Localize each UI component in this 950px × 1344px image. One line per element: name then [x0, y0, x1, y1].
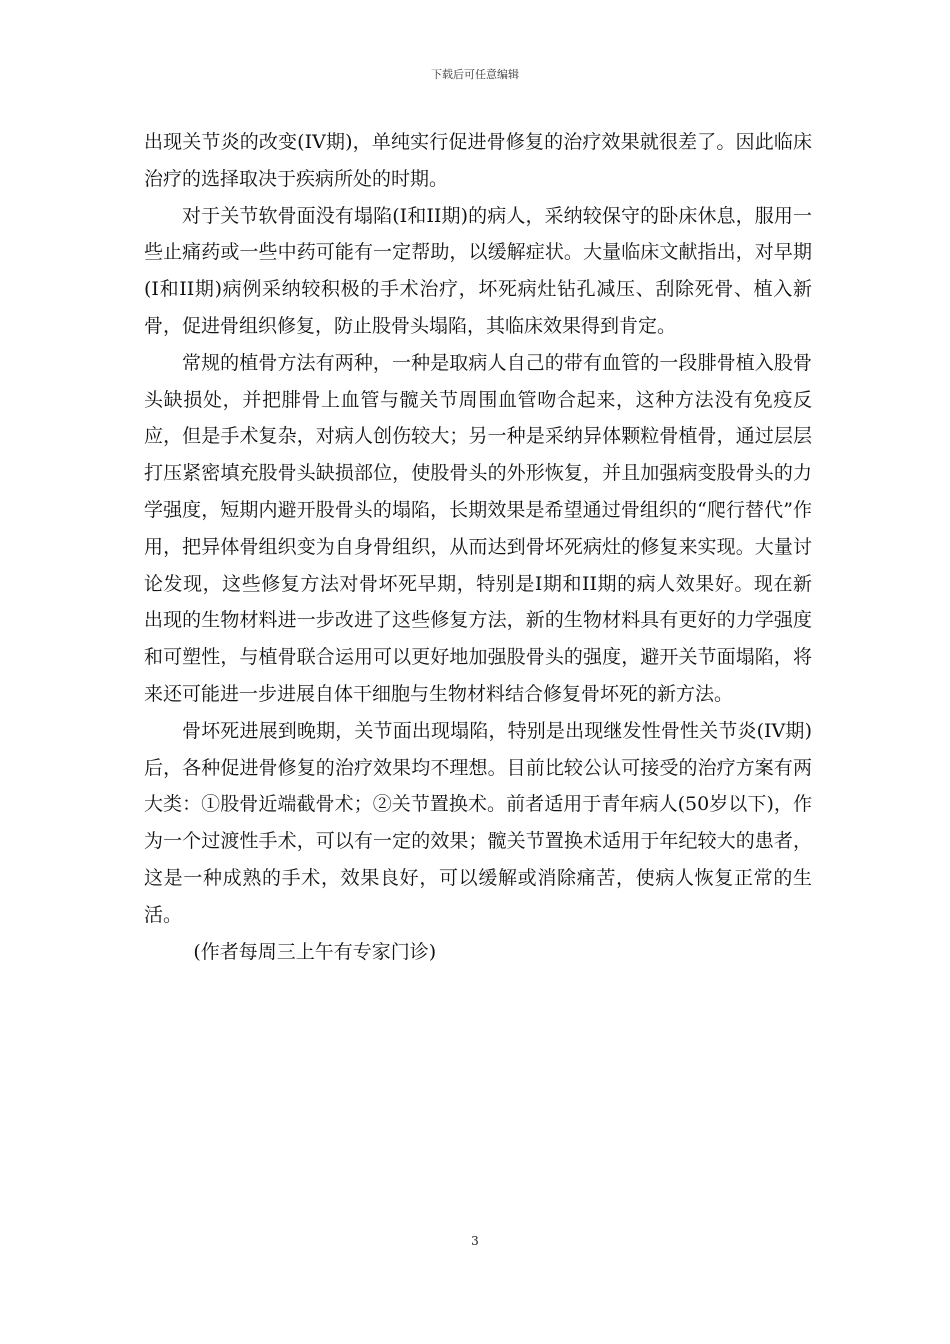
page-header: 下载后可任意编辑 [431, 68, 519, 81]
paragraph-early-stage-treatment: 对于关节软骨面没有塌陷(I和II期)的病人，采纳较保守的卧床休息，服用一些止痛药或一些中药可能有一定帮助，以缓解症状。大量临床文献指出，对早期(I和II期)病例采纳较积极的手术治疗，坏死病灶钻孔减压、刮除死骨、植入新骨，促进骨组织修复，防止股骨头塌陷，其临床效果得到肯定。 [144, 204, 812, 337]
paragraph-continuation: 出现关节炎的改变(IV期)，单纯实行促进骨修复的治疗效果就很差了。因此临床治疗的选择取决于疾病所处的时期。 [144, 131, 812, 190]
paragraph-late-stage-treatment: 骨坏死进展到晚期，关节面出现塌陷，特别是出现继发性骨性关节炎(IV期)后，各种促进骨修复的治疗效果均不理想。目前比较公认可接受的治疗方案有两大类：①股骨近端截骨术；②关节置换术。前者适用于青年病人(50岁以下)，作为一个过渡性手术，可以有一定的效果；髋关节置换术适用于年纪较大的患者，这是一种成熟的手术，效果良好，可以缓解或消除痛苦，使病人恢复正常的生活。 [144, 719, 812, 926]
author-clinic-note: (作者每周三上午有专家门诊) [193, 940, 437, 963]
paragraph-bone-graft-methods: 常规的植骨方法有两种，一种是取病人自己的带有血管的一段腓骨植入股骨头缺损处，并把腓骨上血管与髋关节周围血管吻合起来，这种方法没有免疫反应，但是手术复杂，对病人创伤较大；另一种是采纳异体颗粒骨植骨，通过层层打压紧密填充股骨头缺损部位，使股骨头的外形恢复，并且加强病变股骨头的力学强度，短期内避开股骨头的塌陷，长期效果是希望通过骨组织的“爬行替代”作用，把异体骨组织变为自身骨组织，从而达到骨坏死病灶的修复来实现。大量讨论发现，这些修复方法对骨坏死早期，特别是I期和II期的病人效果好。现在新出现的生物材料进一步改进了这些修复方法，新的生物材料具有更好的力学强度和可塑性，与植骨联合运用可以更好地加强股骨头的强度，避开关节面塌陷，将来还可能进一步进展自体干细胞与生物材料结合修复骨坏死的新方法。 [144, 351, 812, 705]
document-body [144, 124, 812, 970]
page-number: 3 [471, 1234, 479, 1248]
